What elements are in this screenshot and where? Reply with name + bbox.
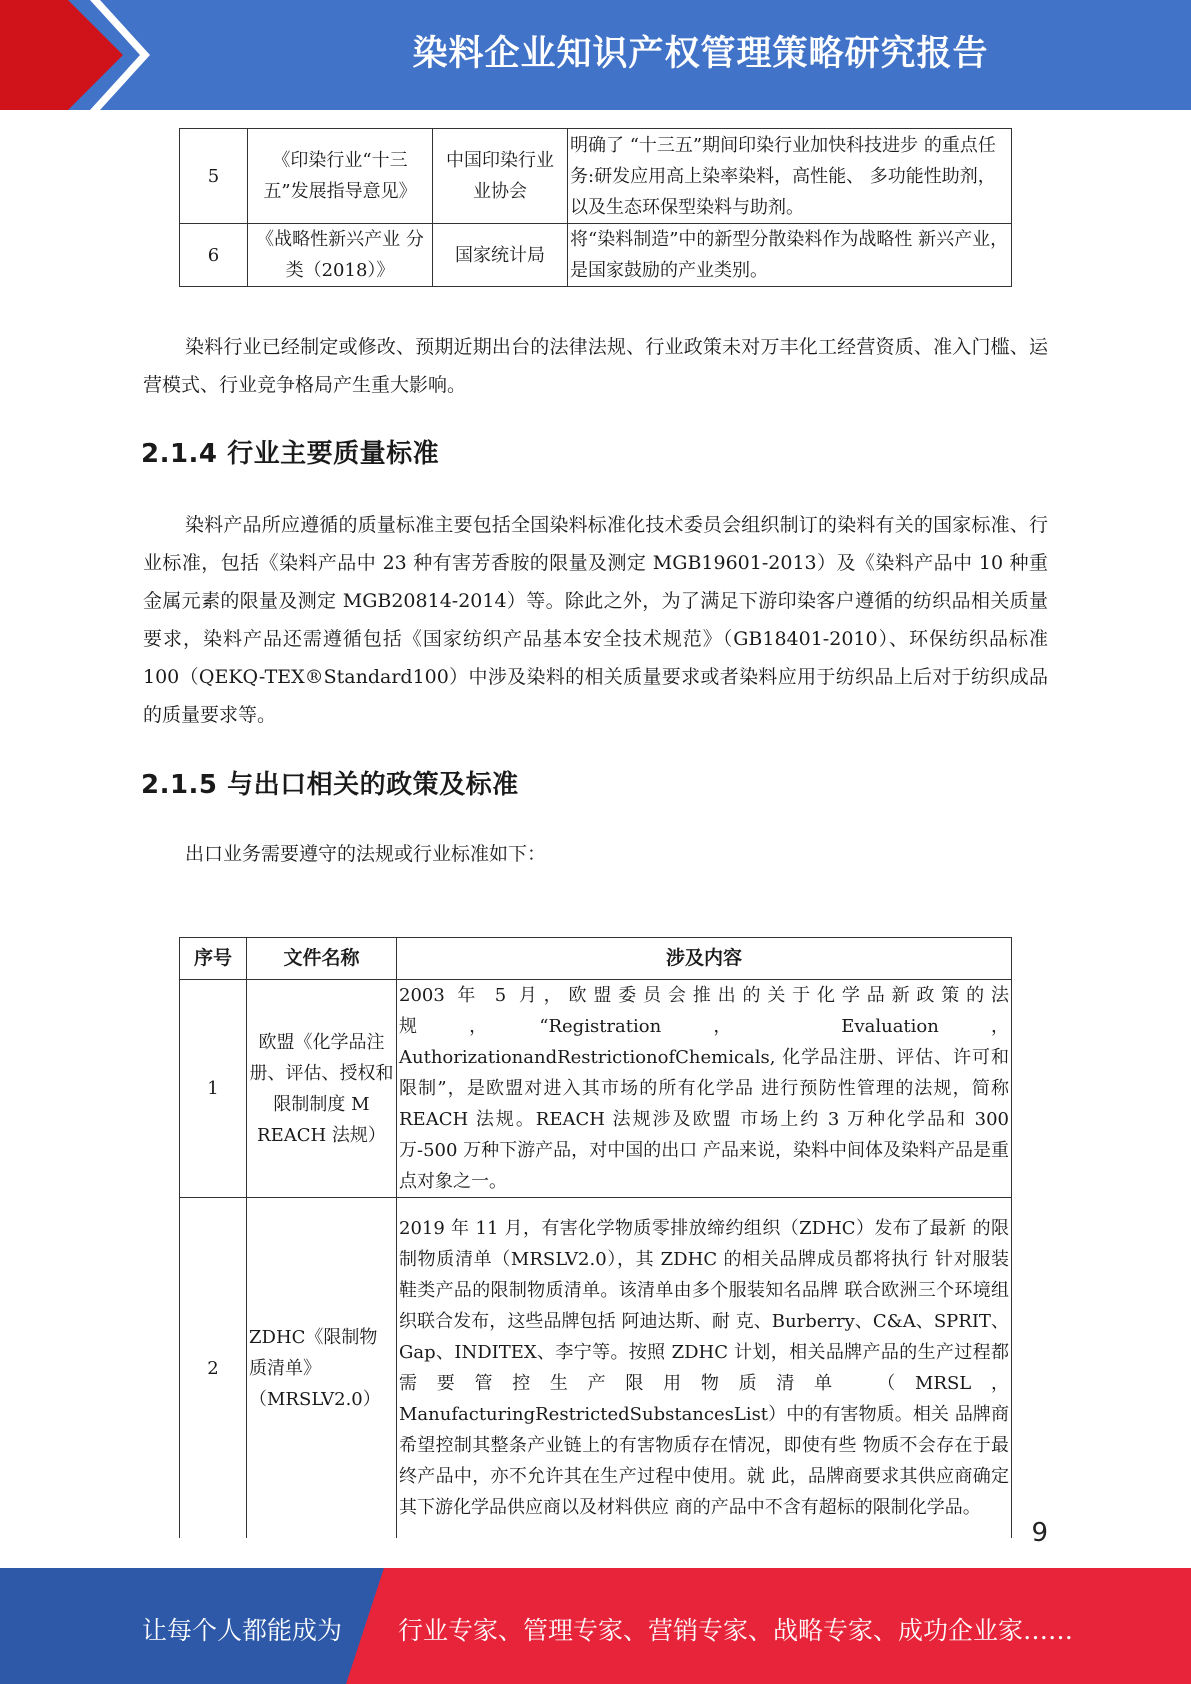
document-title: 染料企业知识产权管理策略研究报告 — [412, 34, 989, 74]
document-content: 明确了 “十三五”期间印染行业加快科技进步 的重点任务:研发应用高上染率染料，高性能、 多功能性助剂，以及生态环保型染料与助剂。 — [568, 129, 1012, 224]
table-row — [180, 980, 1012, 1198]
document-content: 2003 年 5 月，欧盟委员会推出的关于化学品新政策的法规，“Registration， Evaluation， AuthorizationandRestrictionofChemicals, 化学品注册、评估、许可和限制”，是欧盟对进入其市场的所有化学品 进行预防性管理的法规，简称 REACH 法规。REACH 法规涉及欧盟 市场上约 3 万种化学品和 300 万-500 万种下游产品，对中国的出口 产品来说，染料中间体及染料产品是重点对象之一。 — [397, 980, 1012, 1198]
page-header — [0, 0, 1191, 110]
header-chevron-decoration — [0, 0, 160, 110]
document-content: 2019 年 11 月，有害化学物质零排放缔约组织（ZDHC）发布了最新 的限制物质清单（MRSLV2.0），其 ZDHC 的相关品牌成员都将执行 针对服装鞋类产品的限制物质清单。该清单由多个服装知名品牌 联合欧洲三个环境组织联合发布，这些品牌包括 阿迪达斯、耐 克、Burberry、C&A、SPRIT、Gap、INDITEX、李宁等。按照 ZDHC 计划，相关品牌产品的生产过程都需要管控生产限用物质清单 （MRSL，ManufacturingRestrictedSubstancesList）中的有害物质。相关 品牌商希望控制其整条产业链上的有害物质存在情况，即使有些 物质不会存在于最终产品中，亦不允许其在生产过程中使用。就 此，品牌商要求其供应商确定其下游化学品供应商以及材料供应 商的产品中不含有超标的限制化学品。 — [397, 1198, 1012, 1539]
issuing-organization: 国家统计局 — [433, 224, 568, 287]
table-row — [180, 224, 1012, 287]
row-number: 6 — [180, 224, 248, 287]
table-row — [180, 1198, 1012, 1539]
body-paragraph: 出口业务需要遵守的法规或行业标准如下： — [185, 843, 547, 865]
page-number: 9 — [1031, 1518, 1048, 1548]
document-name: 欧盟《化学品注册、评估、授权和限制制度 M REACH 法规） — [247, 980, 397, 1198]
row-number: 1 — [180, 980, 247, 1198]
section-heading-2-1-4: 2.1.4 行业主要质量标准 — [141, 439, 440, 469]
body-paragraph: 染料行业已经制定或修改、预期近期出台的法律法规、行业政策未对万丰化工经营资质、准入门槛、运营模式、行业竞争格局产生重大影响。 — [143, 336, 1048, 396]
footer-slogan-right: 行业专家、管理专家、营销专家、战略专家、成功企业家…… — [398, 1616, 1074, 1645]
table-header-row — [180, 938, 1012, 980]
document-name: 《印染行业“十三五”发展指导意见》 — [248, 129, 433, 224]
policy-table — [179, 128, 1012, 287]
column-header-number: 序号 — [180, 938, 247, 980]
row-number: 5 — [180, 129, 248, 224]
body-paragraph: 染料产品所应遵循的质量标准主要包括全国染料标准化技术委员会组织制订的染料有关的国家标准、行业标准，包括《染料产品中 23 种有害芳香胺的限量及测定 MGB19601-2013）及《染料产品中 10 种重金属元素的限量及测定 MGB20814-2014）等。除此之外，为了满足下游印染客户遵循的纺织品相关质量要求，染料产品还需遵循包括《国家纺织产品基本安全技术规范》（GB18401-2010）、环保纺织品标准 100（QEKQ-TEX®Standard100）中涉及染料的相关质量要求或者染料应用于纺织品上后对于纺织成品的质量要求等。 — [143, 514, 1048, 726]
document-name: ZDHC《限制物质清单》（MRSLV2.0） — [247, 1198, 397, 1539]
column-header-document: 文件名称 — [247, 938, 397, 980]
row-number: 2 — [180, 1198, 247, 1539]
column-header-content: 涉及内容 — [397, 938, 1012, 980]
page-footer — [0, 1568, 1191, 1684]
issuing-organization: 中国印染行业 业协会 — [433, 129, 568, 224]
document-name: 《战略性新兴产业 分类（2018）》 — [248, 224, 433, 287]
table-row — [180, 129, 1012, 224]
section-heading-2-1-5: 2.1.5 与出口相关的政策及标准 — [141, 770, 519, 800]
document-content: 将“染料制造”中的新型分散染料作为战略性 新兴产业，是国家鼓励的产业类别。 — [568, 224, 1012, 287]
export-standards-table — [179, 937, 1012, 1538]
footer-slogan-left: 让每个人都能成为 — [142, 1616, 343, 1645]
